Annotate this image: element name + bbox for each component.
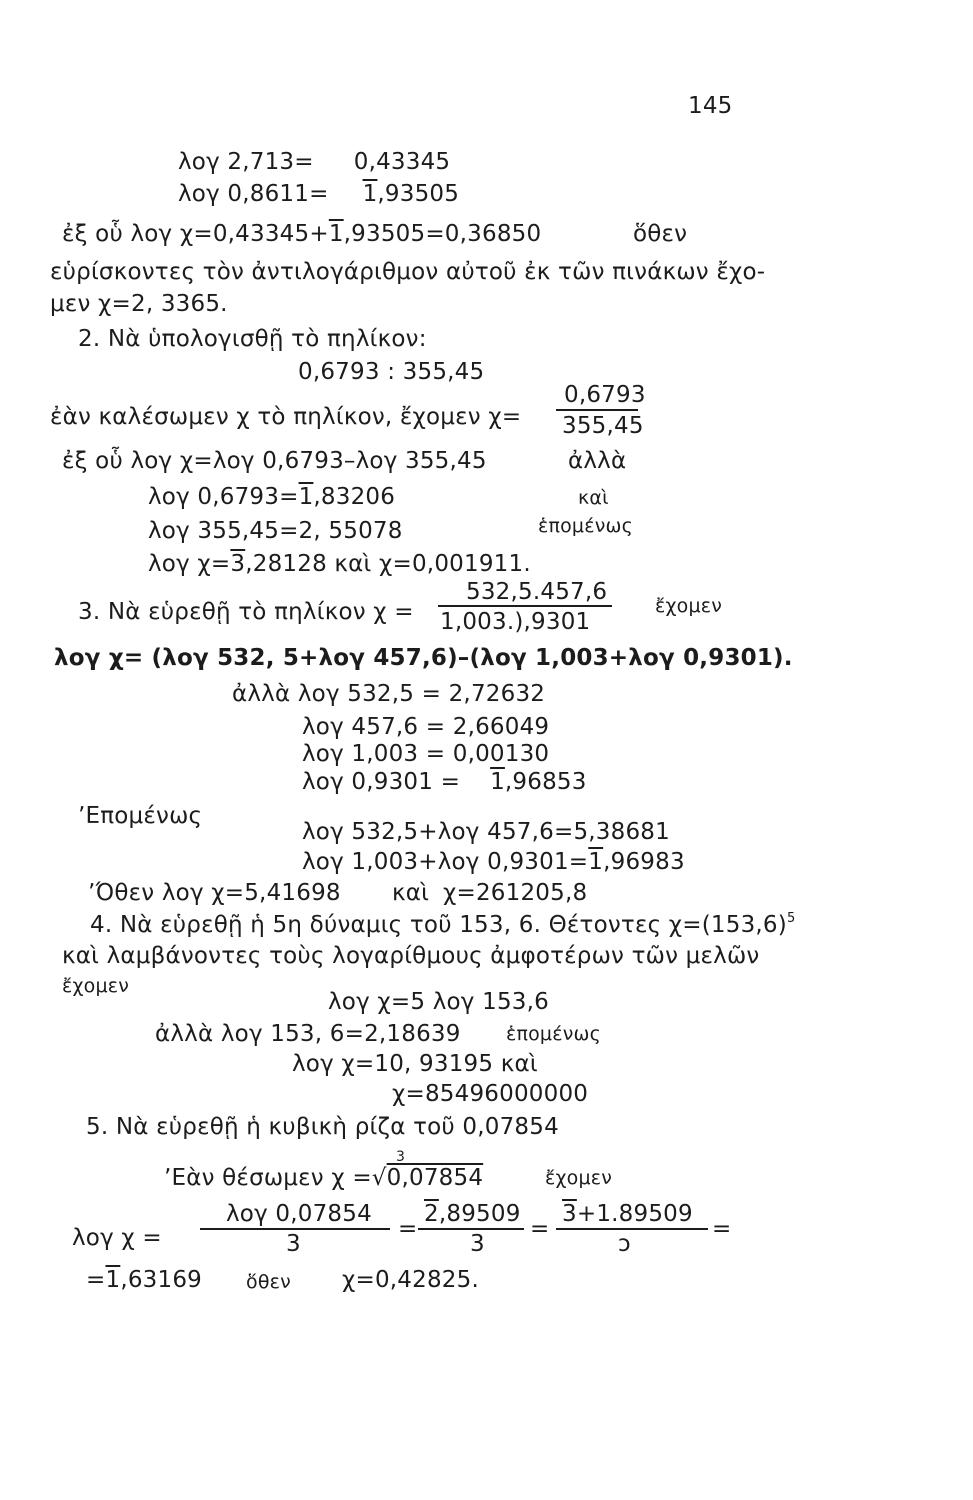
- fraction3-bar: [438, 605, 612, 607]
- word-echomen-2: ἔχομεν: [62, 975, 130, 997]
- fraction5b-denominator: 3: [470, 1231, 485, 1257]
- line-log-5325: ἀλλὰ λογ 532,5 = 2,72632: [232, 681, 546, 707]
- equals-1: =: [398, 1216, 418, 1242]
- problem-3-heading: 3. Νὰ εὑρεθῇ τὸ πηλίκον χ =: [78, 599, 414, 625]
- line-log-35545: λογ 355,45=2, 55078: [148, 518, 403, 544]
- line-log-1003: λογ 1,003 = 0,00130: [302, 741, 550, 767]
- word-epomenos-heading: ʼΕπομένως: [78, 803, 203, 829]
- line-log-denominator-sum: λογ 1,003+λογ 0,9301=1,96983: [302, 849, 685, 875]
- fraction5b-numerator: 2,89509: [424, 1201, 521, 1227]
- line-log-09301: λογ 0,9301 = 1,96853: [302, 769, 587, 795]
- line-log-x-1093195: λογ χ=10, 93195 καὶ: [292, 1051, 538, 1077]
- fraction3-denominator: 1,003.),9301: [440, 609, 591, 635]
- word-hothen: ὅθεν: [633, 221, 688, 247]
- problem-5-heading: 5. Νὰ εὑρεθῇ ἡ κυβικὴ ρίζα τοῦ 0,07854: [86, 1114, 559, 1140]
- word-kai: καὶ: [578, 487, 609, 509]
- fraction5c-denominator: ɔ: [618, 1231, 631, 1257]
- fraction5c-bar: [556, 1228, 708, 1230]
- line-x-value: χ=261205,8: [443, 880, 588, 906]
- page-number: 145: [688, 93, 733, 119]
- word-epomenos: ἑπομένως: [538, 515, 633, 537]
- line-log-08611: λογ 0,8611= 1,93505: [178, 181, 460, 207]
- line-log-x-sum: ἐξ οὗ λογ χ=0,43345+1,93505=0,36850: [62, 221, 542, 247]
- fraction-denominator: 355,45: [562, 413, 644, 439]
- equals-2: =: [530, 1216, 550, 1242]
- problem-2-heading: 2. Νὰ ὑπολογισθῇ τὸ πηλίκον:: [78, 326, 427, 352]
- equals-3: =: [712, 1216, 732, 1242]
- word-alla: ἀλλὰ: [568, 448, 627, 474]
- line-log-2713: λογ 2,713= 0,43345: [178, 149, 451, 175]
- word-hothen-2: ὅθεν: [246, 1271, 291, 1293]
- line-x-042825: χ=0,42825.: [342, 1267, 479, 1293]
- problem-4-heading: 4. Νὰ εὑρεθῇ ἡ 5η δύναμις τοῦ 153, 6. Θέτοντες $\chi=(153,6)^5$: [90, 911, 796, 938]
- fraction-numerator: 0,6793: [564, 382, 646, 408]
- text-quotient-definition: ἐὰν καλέσωμεν χ τὸ πηλίκον, ἔχομεν χ=: [50, 404, 522, 430]
- word-echomen: ἔχομεν: [655, 595, 723, 617]
- line-log-x-difference: ἐξ οὗ λογ χ=λογ 0,6793–λογ 355,45: [62, 448, 487, 474]
- line-log-x-formula: λογ χ= (λογ 532, 5+λογ 457,6)–(λογ 1,003+λογ 0,9301).: [54, 645, 793, 671]
- text-setting-x: ʼΕὰν θέσωμεν χ =√0,07854: [164, 1165, 484, 1191]
- fraction5c-numerator: 3+1.89509: [562, 1201, 693, 1227]
- line-log-result-neg: =1,63169: [86, 1267, 203, 1293]
- division-expression: 0,6793 : 355,45: [298, 359, 485, 385]
- line-x-85496000000: χ=85496000000: [392, 1081, 589, 1107]
- line-log-x-final: ʼΌθεν λογ χ=5,41698: [88, 880, 341, 906]
- fraction3-numerator: 532,5.457,6: [466, 579, 608, 605]
- line-log-06793: λογ 0,6793=1,83206: [148, 484, 396, 510]
- text-result-x: μεν χ=2, 3365.: [50, 291, 228, 317]
- root-index: 3: [396, 1149, 406, 1165]
- text-antilog-sentence: εὑρίσκοντες τὸν ἀντιλογάριθμον αὐτοῦ ἐκ τῶν πινάκων ἔχο-: [50, 259, 766, 285]
- word-echomen-3: ἔχομεν: [545, 1167, 613, 1189]
- line-log-numerator-sum: λογ 532,5+λογ 457,6=5,38681: [302, 819, 670, 845]
- word-kai-2: καὶ: [392, 880, 430, 906]
- line-log-x-result: λογ χ=3,28128 καὶ χ=0,001911.: [148, 551, 531, 577]
- fraction5a-denominator: 3: [286, 1231, 301, 1257]
- line-log-x-5log: λογ χ=5 λογ 153,6: [328, 989, 549, 1015]
- line-log-1536: ἀλλὰ λογ 153, 6=2,18639: [155, 1021, 461, 1047]
- fraction-bar: [556, 409, 638, 411]
- word-epomenos-2: ἑπομένως: [506, 1023, 601, 1045]
- line-log-4576: λογ 457,6 = 2,66049: [302, 714, 550, 740]
- line-log-x-lhs: λογ χ =: [72, 1225, 162, 1251]
- fraction5a-numerator: λογ 0,07854: [226, 1201, 372, 1227]
- text-logarithms-both-sides: καὶ λαμβάνοντες τοὺς λογαρίθμους ἀμφοτέρων τῶν μελῶν: [62, 943, 760, 969]
